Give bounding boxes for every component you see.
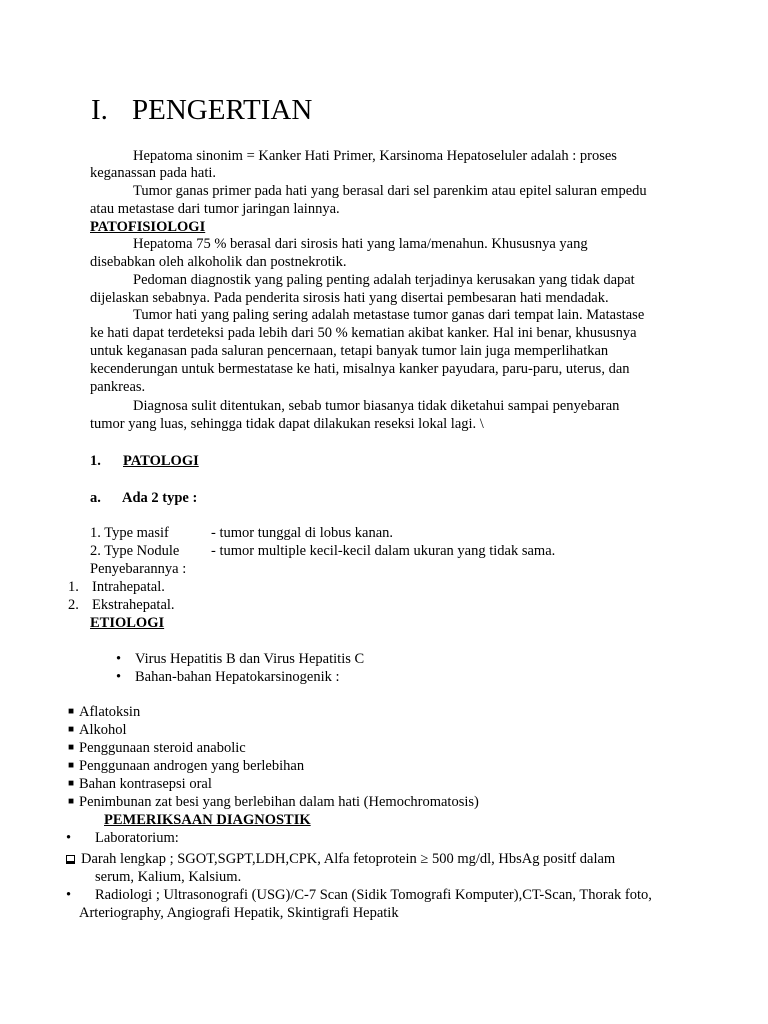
square-bullet: ■ <box>68 706 75 717</box>
patofisiologi-heading: PATOFISIOLOGI <box>90 219 206 235</box>
paragraph-line: Hepatoma sinonim = Kanker Hati Primer, Karsinoma Hepatoseluler adalah : proses <box>133 148 617 164</box>
bullet-dot: • <box>66 830 72 846</box>
paragraph-line: ke hati dapat terdeteksi pada lebih dari 50 % kematian akibat kanker. Hal ini benar, khususnya <box>90 325 637 341</box>
paragraph-line: keganassan pada hati. <box>90 165 217 181</box>
paragraph-line: Radiologi ; Ultrasonografi (USG)/C-7 Scan (Sidik Tomografi Komputer),CT-Scan, Thorak foto, <box>95 887 652 903</box>
type-name: 2. Type Nodule <box>90 543 180 559</box>
patologi-heading: PATOLOGI <box>123 453 199 469</box>
paragraph-line: dijelaskan sebabnya. Pada penderita sirosis hati yang disertai pembesaran hati mendadak. <box>90 290 609 306</box>
bullet-dot: • <box>66 887 72 903</box>
bullet-item: Laboratorium: <box>95 830 179 846</box>
type-name: 1. Type masif <box>90 525 169 541</box>
paragraph-line: disebabkan oleh alkoholik dan postnekrotik. <box>90 254 347 270</box>
square-bullet: ■ <box>68 760 75 771</box>
paragraph-line: Pedoman diagnostik yang paling penting adalah terjadinya kerusakan yang tidak dapat <box>133 272 635 288</box>
paragraph-line: atau metastase dari tumor jaringan lainnya. <box>90 201 340 217</box>
list-number: 1. <box>68 579 79 595</box>
patologi-number: 1. <box>90 453 101 469</box>
paragraph-line: Tumor hati yang paling sering adalah metastase tumor ganas dari tempat lain. Matastase <box>133 307 645 323</box>
square-bullet: ■ <box>68 796 75 807</box>
paragraph-line: Darah lengkap ; SGOT,SGPT,LDH,CPK, Alfa fetoprotein ≥ 500 mg/dl, HbsAg positf dalam <box>81 851 616 867</box>
list-item: Penggunaan steroid anabolic <box>79 740 246 756</box>
paragraph-line: tumor yang luas, sehingga tidak dapat dilakukan reseksi lokal lagi. \ <box>90 416 484 432</box>
square-bullet: ■ <box>68 742 75 753</box>
square-bullet: ■ <box>68 778 75 789</box>
paragraph-line: kecenderungan untuk bermestatase ke hati, misalnya kanker payudara, paru-paru, uterus, dan <box>90 361 630 377</box>
type-description: - tumor multiple kecil-kecil dalam ukuran yang tidak sama. <box>211 543 556 559</box>
type-description: - tumor tunggal di lobus kanan. <box>211 525 394 541</box>
paragraph-line: pankreas. <box>90 379 146 395</box>
list-item: Ekstrahepatal. <box>92 597 175 613</box>
list-item: Alkohol <box>79 722 127 738</box>
list-item: Intrahepatal. <box>92 579 165 595</box>
paragraph-line: serum, Kalium, Kalsium. <box>95 869 242 885</box>
list-item: Penimbunan zat besi yang berlebihan dalam hati (Hemochromatosis) <box>79 794 479 810</box>
bullet-item: Virus Hepatitis B dan Virus Hepatitis C <box>135 651 365 667</box>
bullet-item: Bahan-bahan Hepatokarsinogenik : <box>135 669 340 685</box>
paragraph-line: Arteriography, Angiografi Hepatik, Skintigrafi Hepatik <box>79 905 399 921</box>
paragraph-line: Diagnosa sulit ditentukan, sebab tumor biasanya tidak diketahui sampai penyebaran <box>133 398 620 414</box>
pemeriksaan-heading: PEMERIKSAAN DIAGNOSTIK <box>104 812 311 828</box>
paragraph-line: Hepatoma 75 % berasal dari sirosis hati yang lama/menahun. Khususnya yang <box>133 236 588 252</box>
square-bullet: ■ <box>68 724 75 735</box>
bullet-dot: • <box>116 651 122 667</box>
bullet-dot: • <box>116 669 122 685</box>
section-number: I. <box>91 94 108 126</box>
list-item: Bahan kontrasepsi oral <box>79 776 212 792</box>
page-title: PENGERTIAN <box>132 94 313 126</box>
list-item: Aflatoksin <box>79 704 141 720</box>
penyebaran-label: Penyebarannya : <box>90 561 187 577</box>
list-item: Penggunaan androgen yang berlebihan <box>79 758 305 774</box>
subsection-heading: Ada 2 type : <box>122 490 198 506</box>
paragraph-line: Tumor ganas primer pada hati yang berasal dari sel parenkim atau epitel saluran empedu <box>133 183 647 199</box>
checkbox-square-icon <box>66 850 75 868</box>
etiologi-heading: ETIOLOGI <box>90 615 165 631</box>
subsection-letter: a. <box>90 490 101 506</box>
list-number: 2. <box>68 597 79 613</box>
paragraph-line: untuk keganasan pada saluran pencernaan, tetapi banyak tumor lain juga memperlihatkan <box>90 343 609 359</box>
